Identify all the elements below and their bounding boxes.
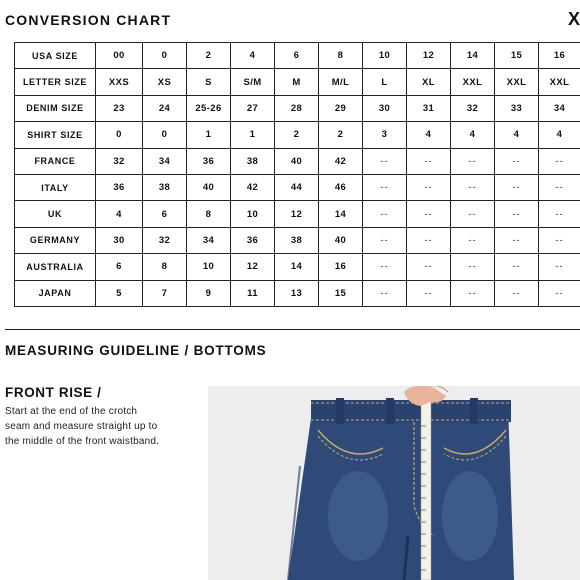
table-cell: 28 [275, 95, 319, 121]
table-cell: -- [539, 280, 580, 306]
row-header: AUSTRALIA [15, 254, 96, 280]
table-row [15, 174, 580, 200]
table-cell: 0 [143, 43, 187, 69]
measurement-subtitle: FRONT RISE / [5, 385, 102, 400]
table-cell: -- [451, 227, 495, 253]
table-cell: -- [539, 201, 580, 227]
table-cell: 42 [231, 174, 275, 200]
table-cell: 12 [275, 201, 319, 227]
table-cell: -- [363, 254, 407, 280]
table-cell: 8 [143, 254, 187, 280]
table-cell: XXL [495, 69, 539, 95]
table-cell: -- [495, 254, 539, 280]
table-cell: -- [363, 227, 407, 253]
table-cell: -- [451, 148, 495, 174]
table-row [15, 69, 580, 95]
table-cell: 25-26 [187, 95, 231, 121]
row-header: JAPAN [15, 280, 96, 306]
table-cell: 36 [231, 227, 275, 253]
table-cell: -- [363, 201, 407, 227]
table-cell: 6 [143, 201, 187, 227]
table-cell: 32 [96, 148, 143, 174]
table-cell: 38 [143, 174, 187, 200]
table-cell: -- [363, 174, 407, 200]
table-cell: -- [451, 280, 495, 306]
table-cell: 8 [319, 43, 363, 69]
jeans-measuring-photo [208, 386, 580, 580]
table-cell: 4 [495, 122, 539, 148]
table-cell: 4 [231, 43, 275, 69]
table-row [15, 43, 580, 69]
table-cell: 9 [187, 280, 231, 306]
table-cell: 16 [539, 43, 580, 69]
table-cell: -- [495, 174, 539, 200]
table-cell: 3 [363, 122, 407, 148]
table-cell: 14 [275, 254, 319, 280]
table-cell: -- [539, 227, 580, 253]
table-cell: -- [495, 280, 539, 306]
table-cell: -- [407, 254, 451, 280]
table-cell: 6 [96, 254, 143, 280]
table-cell: 38 [231, 148, 275, 174]
row-header: LETTER SIZE [15, 69, 96, 95]
table-cell: -- [539, 254, 580, 280]
table-cell: -- [407, 280, 451, 306]
table-cell: 34 [539, 95, 580, 121]
table-cell: 14 [319, 201, 363, 227]
row-header: USA SIZE [15, 43, 96, 69]
table-cell: 24 [143, 95, 187, 121]
table-cell: 36 [187, 148, 231, 174]
table-cell: 2 [319, 122, 363, 148]
table-cell: S/M [231, 69, 275, 95]
row-header: ITALY [15, 174, 96, 200]
conversion-table [14, 42, 580, 307]
table-cell: 0 [143, 122, 187, 148]
table-cell: -- [451, 201, 495, 227]
row-header: GERMANY [15, 227, 96, 253]
table-cell: -- [495, 148, 539, 174]
table-cell: 4 [96, 201, 143, 227]
table-cell: 30 [96, 227, 143, 253]
table-cell: 10 [231, 201, 275, 227]
table-cell: XXS [96, 69, 143, 95]
table-cell: 1 [187, 122, 231, 148]
table-cell: 16 [319, 254, 363, 280]
jeans-measuring-tape-photo-icon [208, 386, 580, 580]
table-cell: 4 [539, 122, 580, 148]
table-cell: 29 [319, 95, 363, 121]
table-row [15, 280, 580, 306]
table-cell: M [275, 69, 319, 95]
row-header: SHIRT SIZE [15, 122, 96, 148]
table-cell: 32 [143, 227, 187, 253]
table-cell: 30 [363, 95, 407, 121]
close-icon[interactable]: X [567, 9, 580, 29]
table-row [15, 227, 580, 253]
table-cell: 40 [187, 174, 231, 200]
table-cell: 6 [275, 43, 319, 69]
table-cell: -- [363, 148, 407, 174]
table-row [15, 148, 580, 174]
table-cell: -- [539, 148, 580, 174]
table-cell: -- [407, 174, 451, 200]
table-cell: 36 [96, 174, 143, 200]
table-cell: 31 [407, 95, 451, 121]
page-title: CONVERSION CHART [5, 12, 172, 28]
table-cell: 33 [495, 95, 539, 121]
table-row [15, 122, 580, 148]
row-header: DENIM SIZE [15, 95, 96, 121]
measurement-description [5, 404, 205, 449]
table-cell: XL [407, 69, 451, 95]
section-divider [5, 329, 580, 330]
table-cell: -- [451, 254, 495, 280]
table-cell: 5 [96, 280, 143, 306]
description-line: seam and measure straight up to [5, 421, 158, 432]
table-cell: 00 [96, 43, 143, 69]
table-cell: -- [407, 227, 451, 253]
table-cell: 0 [96, 122, 143, 148]
table-cell: 40 [319, 227, 363, 253]
table-cell: -- [407, 201, 451, 227]
table-cell: S [187, 69, 231, 95]
table-cell: 32 [451, 95, 495, 121]
table-cell: 1 [231, 122, 275, 148]
table-cell: -- [495, 201, 539, 227]
table-cell: M/L [319, 69, 363, 95]
table-cell: 7 [143, 280, 187, 306]
table-cell: 34 [187, 227, 231, 253]
table-cell: 27 [231, 95, 275, 121]
table-cell: -- [495, 227, 539, 253]
description-line: Start at the end of the crotch [5, 406, 138, 417]
table-cell: 13 [275, 280, 319, 306]
table-cell: 4 [407, 122, 451, 148]
table-cell: 38 [275, 227, 319, 253]
table-cell: 8 [187, 201, 231, 227]
table-cell: 11 [231, 280, 275, 306]
table-cell: 34 [143, 148, 187, 174]
table-row [15, 95, 580, 121]
table-cell: 4 [451, 122, 495, 148]
table-cell: 12 [407, 43, 451, 69]
table-cell: -- [539, 174, 580, 200]
table-cell: -- [407, 148, 451, 174]
table-cell: 10 [187, 254, 231, 280]
table-cell: XS [143, 69, 187, 95]
table-cell: 15 [319, 280, 363, 306]
section-title: MEASURING GUIDELINE / BOTTOMS [5, 343, 267, 358]
table-cell: 46 [319, 174, 363, 200]
table-cell: 14 [451, 43, 495, 69]
table-cell: L [363, 69, 407, 95]
table-cell: 42 [319, 148, 363, 174]
table-cell: -- [451, 174, 495, 200]
table-cell: 10 [363, 43, 407, 69]
row-header: FRANCE [15, 148, 96, 174]
table-row [15, 201, 580, 227]
table-cell: -- [363, 280, 407, 306]
table-cell: 2 [187, 43, 231, 69]
table-cell: 40 [275, 148, 319, 174]
table-cell: 12 [231, 254, 275, 280]
table-cell: 15 [495, 43, 539, 69]
table-cell: 44 [275, 174, 319, 200]
description-line: the middle of the front waistband. [5, 436, 160, 447]
row-header: UK [15, 201, 96, 227]
table-cell: XXL [539, 69, 580, 95]
table-cell: 2 [275, 122, 319, 148]
table-cell: XXL [451, 69, 495, 95]
table-row [15, 254, 580, 280]
table-cell: 23 [96, 95, 143, 121]
